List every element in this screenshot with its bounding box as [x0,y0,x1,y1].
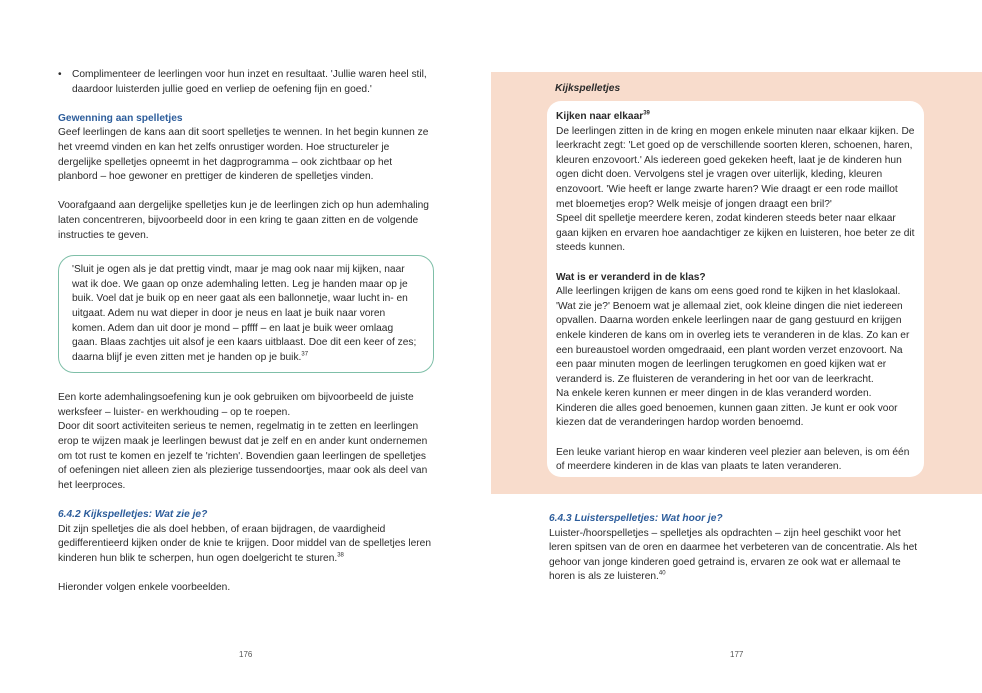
paragraph-gewenning: Geef leerlingen de kans aan dit soort spelletjes te wennen. In het begin kunnen ze het vreemd vinden en kan het zelfs onrustiger worden. Hoe structureler je dergelijke spelletjes opneemt in het dagprogramma – ook zichtbaar op het planbord – hoe gewoner en prettiger de kinderen de spelletjes vinden. [58,127,429,183]
breathing-instruction-quote [58,255,434,373]
paragraph-ademhaling: Een korte ademhalingsoefening kun je ook gebruiken om bijvoorbeeld de juiste werksfeer – luister- en werkhouding – op te roepen. [58,392,414,418]
bullet-dot-icon: • [58,69,62,80]
footnote-ref-37: 37 [301,351,309,358]
paragraph-voorafgaand: Voorafgaand aan dergelijke spelletjes kun je de leerlingen zich op hun ademhaling laten concentreren, bijvoorbeeld door in een kring te gaan zitten en de volgende instructies te geven. [58,200,429,241]
footnote-ref-39: 39 [643,110,650,117]
game-text-kijken-1: De leerlingen zitten in de kring en mogen enkele minuten naar elkaar kijken. De leerkracht zegt: 'Let goed op de verschillende soorten kleren, schoenen, haren, kleuren enzovoort.' Als iedereen goed gekeken heeft, laat je de kinderen hun ogen dicht doen. Vervolgens stel je vragen over uiterlijk, kleding, kleuren enzovoort. 'Wie heeft er lange zwarte haren? Wie draagt er een rode maillot met bloemetjes erop? Welk meisje of jongen draagt een bril?' [556,125,915,210]
paragraph-activiteiten: Door dit soort activiteiten serieus te nemen, regelmatig in te zetten en leerlingen erop te wijzen maak je leerlingen bewust dat je zelf en en ander kunt ondernemen om tot rust te komen en jezelf te 'richten'. Bovendien gaan leerlingen de spelletjes of oefeningen niet alleen zien als plezierige tussendoortjes, maar ook als deel van het leerproces. [58,421,428,491]
right-page [491,0,982,693]
kijkspelletjes-box-title: Kijkspelletjes [555,83,621,94]
luisterspelletjes-text: Luister-/hoorspelletjes – spelletjes als opdrachten – zijn heel geschikt voor het leren spitsen van de oren en daarmee het verbeteren van de concentratie. Als het gehoor van jonge kinderen goed getraind is, ervaren ze ook wat er allemaal te horen is als ze luisteren. [549,527,918,583]
bullet-item [58,68,434,97]
game-text-kijken-2: Speel dit spelletje meerdere keren, zodat kinderen steeds beter naar elkaar gaan kijken en ervaren hoe aandachtiger ze kijken en luisteren, hoe beter ze dit steeds kunnen. [556,213,915,254]
page-number-left: 176 [239,650,253,659]
bullet-text: Complimenteer de leerlingen voor hun inzet en resultaat. 'Jullie waren heel stil, daardoor luisterden jullie goed en verliep de oefening fijn en goed.' [72,69,427,95]
footnote-ref-40: 40 [658,570,666,577]
quote-text: 'Sluit je ogen als je dat prettig vindt, maar je mag ook naar mij kijken, naar wat ik doe. We gaan op onze ademhaling letten. Leg je handen maar op je buik. Voel dat je buik op en neer gaat als een ballonnetje, waar lucht in- en uitgaat. Adem nu wat dieper in door je neus en laat je buik naar voren komen. Adem dan uit door je mond – pffff – en laat je buik weer omlaag gaan. Blaas zachtjes uit alsof je een kaars uitblaast. Doe dit een keer of zes; daarna blijf je even zitten met je handen op je buik. [72,264,417,363]
page-number-right: 177 [730,650,744,659]
heading-6-4-2: 6.4.2 Kijkspelletjes: Wat zie je? [58,509,208,521]
kijkspelletjes-card [547,101,924,477]
game-title-kijken-naar-elkaar: Kijken naar elkaar$^{39}$ [556,110,650,122]
game-text-veranderd-2: Na enkele keren kunnen er meer dingen in de klas veranderd worden. Kinderen die alles goed benoemen, kunnen gaan zitten. Je kunt er ook voor kiezen dat de veranderingen hardop worden benoemd. [556,388,898,429]
footnote-ref-38: 38 [337,552,344,559]
heading-gewenning: Gewenning aan spelletjes [58,112,183,124]
game-text-veranderd-1: Alle leerlingen krijgen de kans om eens goed rond te kijken in het klaslokaal. 'Wat zie je?' Benoem wat je allemaal ziet, ook kleine dingen die niet iedereen opvallen. Daarna worden enkele leerlingen naar de gang gestuurd en krijgen enkele kinderen de kans om in overleg iets te veranderen in de klas. Zo kan er een bureaustoel worden omgedraaid, een plant worden verzet enzovoort. Na een paar minuten mogen de leerlingen terugkomen en goed kijken wat er veranderd is. Ze fluisteren de verandering in het oor van de leerkracht. [556,286,910,385]
game-title-veranderd: Wat is er veranderd in de klas? [556,271,706,283]
paragraph-voorbeelden: Hieronder volgen enkele voorbeelden. [58,582,231,593]
kijkspelletjes-text: Dit zijn spelletjes die als doel hebben, of eraan bijdragen, de vaardigheid gedifferentieerd kijken onder de knie te krijgen. Door middel van de spelletjes leren kinderen hun blik te scherpen, hun ogen doelgericht te sturen. [58,523,432,564]
right-page-column [549,512,925,585]
game-text-veranderd-3: Een leuke variant hierop en waar kinderen veel plezier aan beleven, is om één of meerdere kinderen in de klas van plaats te laten veranderen. [556,446,910,473]
paragraph-kijkspelletjes [58,523,434,567]
paragraph-luisterspelletjes [549,527,925,585]
left-page-column [58,68,434,596]
heading-6-4-3: 6.4.3 Luisterspelletjes: Wat hoor je? [549,513,723,524]
